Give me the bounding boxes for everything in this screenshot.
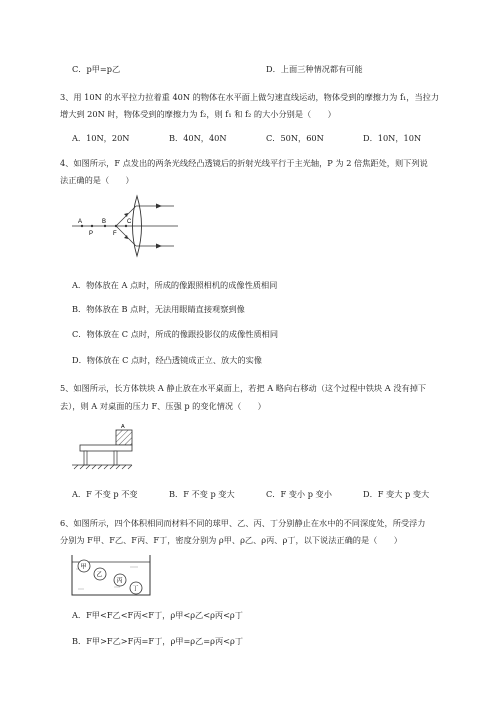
label-c: C	[127, 219, 132, 225]
ball-label-jia: 甲	[80, 563, 87, 571]
q4-stem-line2: 法正确的是（ ）	[60, 175, 134, 185]
arrow-upper	[156, 204, 162, 209]
label-a: A	[78, 219, 83, 225]
point-f	[115, 225, 117, 227]
point-b	[104, 225, 106, 227]
water-tank-diagram	[70, 553, 152, 597]
q4-option-b: B．物体放在 B 点时，无法用眼睛直接观察到像	[72, 304, 245, 314]
label-f: F	[113, 231, 117, 237]
q6-option-b: B．F甲>F乙>F丙=F丁，ρ甲=ρ乙=ρ丙<ρ丁	[72, 636, 244, 646]
q6-option-a: A．F甲<F乙<F丙<F丁，ρ甲<ρ乙<ρ丙<ρ丁	[72, 610, 243, 620]
q4-option-a: A．物体放在 A 点时，所成的像跟照相机的成像性质相同	[72, 280, 278, 290]
ball-label-bing: 丙	[116, 577, 123, 585]
prev-option-d: D．上面三种情况都有可能	[266, 64, 363, 74]
q5-option-a: A．F 不变 p 不变	[72, 489, 138, 499]
q3-option-b: B．40N，40N	[169, 133, 227, 143]
q5-stem-line2: 去），则 A 对桌面的压力 F、压强 p 的变化情况（ ）	[60, 401, 266, 411]
block-label: A	[121, 424, 125, 430]
q4-stem-line1: 4、如图所示，F 点发出的两条光线经凸透镜后的折射光线平行于主光轴，P 为 2 倍焦距处，则下列说	[60, 158, 428, 168]
arrow-lower	[156, 244, 162, 249]
ground-hatch	[74, 465, 132, 469]
table-top	[80, 445, 132, 451]
q5-option-c: C．F 变小 p 变小	[266, 489, 332, 499]
point-a	[81, 225, 83, 227]
table-leg-left	[84, 451, 87, 465]
q3-option-d: D．10N，10N	[363, 133, 422, 143]
ball-label-ding: 丁	[132, 585, 139, 593]
lens-diagram	[70, 190, 180, 260]
q6-stem-line2: 分别为 F甲、F乙、F丙、F丁，密度分别为 ρ甲、ρ乙、ρ丙、ρ丁，以下说法正确的是（ ）	[60, 535, 402, 545]
q5-option-b: B．F 不变 p 变大	[169, 489, 235, 499]
label-b: B	[102, 219, 107, 225]
q5-stem-line1: 5、如图所示，长方体铁块 A 静止放在水平桌面上，若把 A 略向右移动（这个过程中铁块 A 没有掉下	[60, 383, 427, 393]
q5-option-d: D．F 变大 p 变大	[363, 489, 430, 499]
q3-option-c: C．50N，60N	[266, 133, 324, 143]
q6-stem-line1: 6、如图所示，四个体积相同而材料不同的球甲、乙、丙、丁分别静止在水中的不同深度处，所受浮力	[60, 518, 426, 528]
point-p	[91, 225, 93, 227]
q4-option-c: C．物体放在 C 点时，所成的像跟投影仪的成像性质相同	[72, 329, 279, 339]
ball-label-yi: 乙	[96, 571, 103, 579]
q4-option-d: D．物体放在 C 点时，经凸透镜成正立、放大的实像	[72, 355, 262, 365]
q3-stem-line1: 3、用 10N 的水平拉力拉着重 40N 的物体在水平面上做匀速直线运动，物体受到的摩擦力为 f₁，当拉力	[60, 92, 440, 102]
prev-option-c: C．p甲=p乙	[72, 64, 121, 74]
label-p: P	[89, 231, 94, 237]
table-leg-right	[114, 451, 117, 465]
q3-option-a: A．10N，20N	[72, 133, 130, 143]
table-block-diagram	[70, 420, 160, 472]
point-c	[125, 225, 127, 227]
iron-block-a	[116, 430, 132, 445]
q3-stem-line2: 增大到 20N 时，物体受到的摩擦力为 f₂，则 f₁ 和 f₂ 的大小分别是（ ）	[60, 109, 336, 119]
